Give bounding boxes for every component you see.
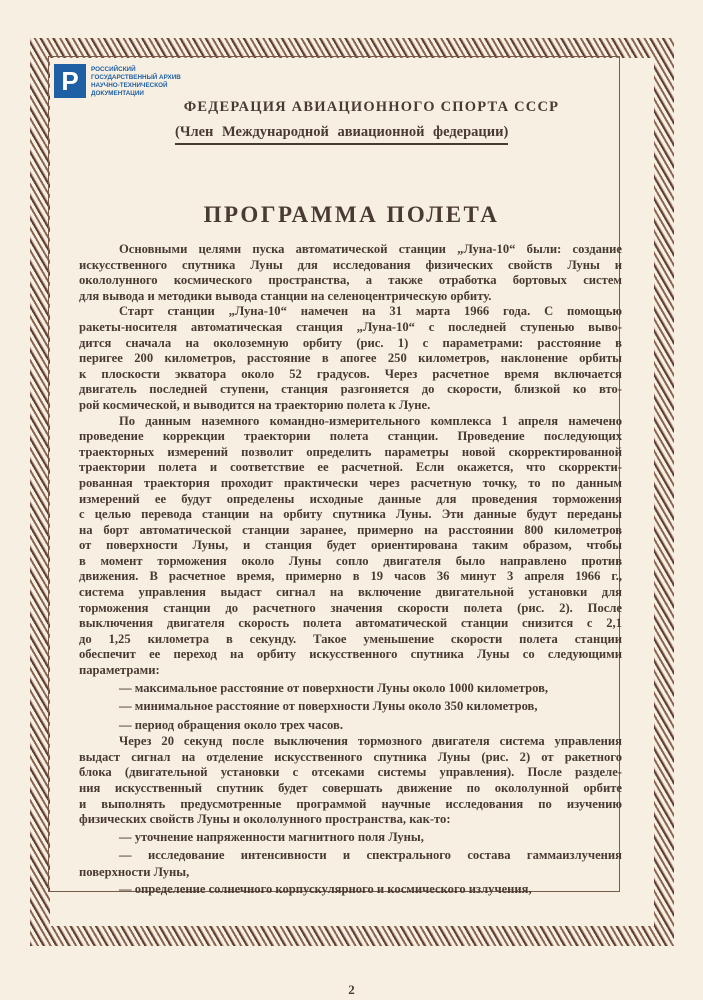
list-item-line: — исследование интенсивности и спектрального состава гаммаизлучения	[119, 848, 622, 863]
text-line: с целью перевода станции на орбиту спутника Луны. Эти данные будут переданы	[79, 507, 622, 522]
text-line: траектории полета и соответствие ее расчетной. Если окажется, что скорректи-	[79, 460, 622, 475]
logo-line: ДОКУМЕНТАЦИИ	[91, 90, 144, 97]
text-line: в момент торможения около Луны сопло двигателя было направлено против	[79, 553, 622, 568]
list-item-line: — уточнение напряженности магнитного поля Луны,	[119, 829, 424, 844]
text-line: для вывода и методики вывода станции на селеноцентрическую орбиту.	[79, 288, 492, 303]
text-line: блока (двигательной установки с отсеками системы управления). После разделе-	[79, 765, 622, 780]
text-line: ния искусственный спутник будет совершать движение по окололунной орбите	[79, 780, 622, 795]
logo-line: ГОСУДАРСТВЕННЫЙ АРХИВ	[91, 74, 181, 81]
archive-logo-icon: Р	[54, 64, 86, 98]
paragraph	[79, 304, 622, 413]
list-item-line: — период обращения около трех часов.	[119, 717, 343, 732]
text-line: Через 20 секунд после выключения тормозного двигателя система управления	[119, 734, 622, 749]
text-line: дится сначала на околоземную орбиту (рис. 1) с параметрами: расстояние в	[79, 335, 622, 350]
bullet-list	[79, 828, 622, 899]
text-line: Старт станции „Луна-10“ намечен на 31 марта 1966 года. С помощью	[119, 304, 622, 319]
text-line: перигее 200 километров, расстояние в апогее 250 километров, наклонение орбиты	[79, 351, 622, 366]
document-title: ПРОГРАММА ПОЛЕТА	[203, 202, 500, 227]
text-line: рой космической, и выводится на траекторию полета к Луне.	[79, 397, 431, 412]
text-line: проведение коррекции траектории полета станции. Проведение последующих	[79, 429, 622, 444]
text-line: к плоскости экватора около 52 градусов. Через расчетное время включается	[79, 366, 622, 381]
text-line: двигатель последней ступени, станция разгоняется до скорости, близкой ко вто-	[79, 382, 622, 397]
document-body	[79, 242, 622, 899]
text-line: искусственного спутника Луны для исследования физических свойств Луны и	[79, 257, 622, 272]
text-line: от поверхности Луны, и станция будет ориентирована таким образом, чтобы	[79, 538, 622, 553]
text-line: до 1,25 километра в секунду. Такое уменьшение скорости полета станции	[79, 631, 622, 646]
list-item-line: поверхности Луны,	[79, 864, 190, 879]
text-line: выключения двигателя скорость полета автоматической станции снизится с 2,1	[79, 616, 622, 631]
text-line: ракеты-носителя автоматическая станция „Луна-10“ с последней ступенью выво-	[79, 319, 622, 334]
list-item-line: — определение солнечного корпускулярного и космического излучения,	[119, 882, 532, 897]
logo-line: РОССИЙСКИЙ	[91, 66, 136, 73]
text-line: параметрами:	[79, 663, 160, 678]
paragraph	[79, 414, 622, 679]
archive-logo-text	[91, 66, 181, 98]
logo-line: НАУЧНО-ТЕХНИЧЕСКОЙ	[91, 82, 168, 89]
text-line: Основными целями пуска автоматической станции „Луна-10“ были: создание	[119, 242, 622, 256]
text-line: физических свойств Луны и окололунного пространства, как-то:	[79, 812, 451, 827]
page-number: 2	[348, 982, 355, 997]
text-line: система управления выдаст сигнал на включение двигательной установки для	[79, 585, 622, 600]
text-line: на борт автоматической станции заранее, примерно на расстоянии 800 километров	[79, 522, 622, 537]
membership-subheading: (Член Международной авиационной федерации)	[175, 124, 508, 145]
text-line: и выполнять предусмотренные программой научные исследования по изучению	[79, 796, 622, 811]
list-item-line: — минимальное расстояние от поверхности Луны около 350 километров,	[119, 699, 538, 714]
text-line: торможения станции до расчетного значения скорости полета (рис. 2). После	[79, 600, 622, 615]
archive-logo	[54, 64, 181, 98]
text-line: рованная траектория проходит практически через расчетную точку, то по данным	[79, 475, 622, 490]
list-item-line: — максимальное расстояние от поверхности Луны около 1000 километров,	[119, 680, 549, 695]
text-line: траекторных измерений позволит определить параметры новой скорректированной	[79, 444, 622, 459]
text-line: По данным наземного командно-измерительного комплекса 1 апреля намечено	[119, 413, 622, 428]
organization-heading: ФЕДЕРАЦИЯ АВИАЦИОННОГО СПОРТА СССР	[183, 99, 560, 115]
text-line: выдаст сигнал на отделение искусственного спутника Луны (рис. 2) от ракетного	[79, 749, 622, 764]
paragraph	[79, 242, 622, 304]
text-line: измерений ее будут определены исходные данные для проведения торможения	[79, 491, 622, 506]
text-line: окололунного космического пространства, а также отработка бортовых систем	[79, 273, 622, 288]
text-line: обеспечит ее переход на орбиту искусственного спутника Луны со следующими	[79, 647, 622, 662]
bullet-list	[79, 679, 622, 735]
text-line: движения. В расчетное время, примерно в 19 часов 36 минут 3 апреля 1966 г.,	[79, 569, 622, 584]
paragraph	[79, 734, 622, 828]
